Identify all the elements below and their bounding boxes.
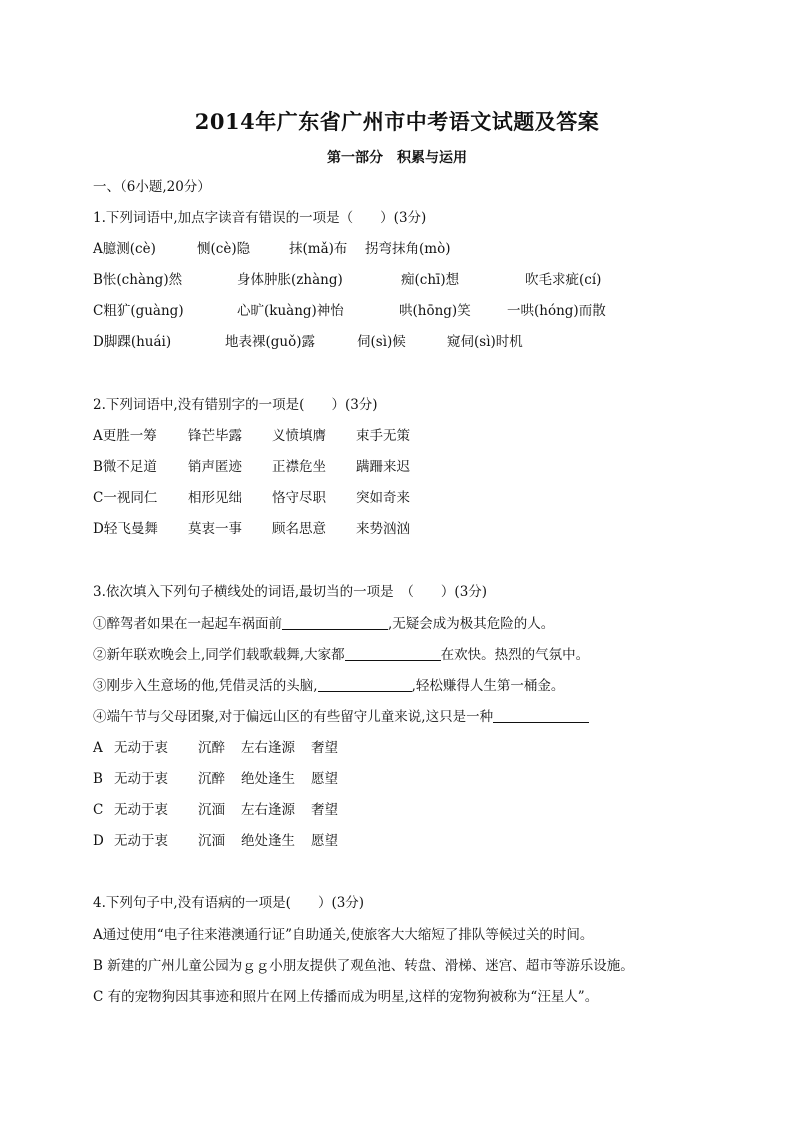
q3-sentence-4 (93, 708, 589, 726)
q2-option-b (93, 458, 410, 476)
option-cell: 奢望 (311, 740, 338, 756)
option-cell: 相形见绌 (188, 490, 242, 506)
option-cell: 无动于衷 (114, 771, 168, 787)
option-cell: 突如奇来 (356, 490, 410, 506)
option-letter: C (93, 802, 104, 818)
sentence-text: ,轻松赚得人生第一桶金。 (411, 678, 565, 694)
option-cell: 一哄(hóng)而散 (507, 303, 606, 319)
sentence-text: 在欢快。热烈的气氛中。 (440, 647, 590, 663)
fill-blank (282, 615, 388, 630)
option-cell: 窥伺(sì)时机 (447, 334, 523, 350)
q1-option-c (93, 302, 606, 320)
option-cell: 地表裸(guǒ)露 (225, 334, 315, 350)
option-cell: 恪守尽职 (272, 490, 326, 506)
option-letter: A (93, 740, 103, 756)
option-cell: 恻(cè)隐 (197, 241, 251, 257)
page-title: 2014年广东省广州市中考语文试题及答案 (194, 109, 600, 134)
q3-option-c (93, 801, 338, 819)
option-cell: 心旷(kuàng)神怡 (237, 303, 344, 319)
fill-blank (345, 646, 441, 661)
q3-option-b (93, 770, 338, 788)
q4-option-c: C 有的宠物狗因其事迹和照片在网上传播而成为明星,这样的宠物狗被称为“汪星人”。 (93, 989, 599, 1005)
q2-option-c (93, 489, 410, 507)
section-subtitle: 第一部分 积累与运用 (327, 150, 467, 166)
option-cell: 义愤填膺 (272, 428, 326, 444)
option-cell: 抹(mǎ)布 (289, 241, 348, 257)
option-cell: 正襟危坐 (272, 459, 326, 475)
option-cell: 拐弯抹角(mò) (365, 241, 451, 257)
q2-option-a (93, 427, 410, 445)
sentence-text: ③刚步入生意场的他,凭借灵活的头脑, (93, 678, 318, 694)
option-cell: A更胜一筹 (93, 428, 157, 444)
option-cell: 沉湎 (198, 802, 225, 818)
option-cell: B微不足道 (93, 459, 157, 475)
q1-option-d (93, 333, 523, 351)
q2-option-d (93, 520, 410, 538)
option-cell: 痴(chī)想 (401, 272, 460, 288)
q4-option-a: A通过使用“电子往来港澳通行证”自助通关,使旅客大大缩短了排队等候过关的时间。 (93, 927, 594, 943)
option-cell: B怅(chàng)然 (93, 272, 183, 288)
option-cell: 奢望 (311, 802, 338, 818)
option-cell: 左右逢源 (241, 802, 295, 818)
option-cell: C粗犷(guàng) (93, 303, 184, 319)
option-cell: 哄(hōng)笑 (399, 303, 471, 319)
option-cell: 蹒跚来迟 (356, 459, 410, 475)
option-cell: 无动于衷 (114, 802, 168, 818)
q3-sentence-2 (93, 646, 589, 664)
option-cell: 左右逢源 (241, 740, 295, 756)
option-cell: 无动于衷 (114, 833, 168, 849)
q3-option-a (93, 739, 338, 757)
sentence-text: ,无疑会成为极其危险的人。 (388, 616, 555, 632)
option-cell: D轻飞曼舞 (93, 521, 158, 537)
option-cell: 愿望 (311, 833, 338, 849)
sentence-text: ②新年联欢晚会上,同学们载歌载舞,大家都 (93, 647, 345, 663)
option-cell: C一视同仁 (93, 490, 158, 506)
q4-stem: 4.下列句子中,没有语病的一项是( ）(3分) (93, 895, 365, 911)
section-header: 一、（6小题,20分） (93, 179, 211, 195)
option-cell: D脚踝(huái) (93, 334, 172, 350)
option-cell: 愿望 (311, 771, 338, 787)
option-letter: D (93, 833, 104, 849)
option-cell: 销声匿迹 (188, 459, 242, 475)
q3-stem: 3.依次填入下列句子横线处的词语,最切当的一项是 （ ）(3分) (93, 584, 488, 600)
option-cell: 来势汹汹 (356, 521, 410, 537)
option-cell: 束手无策 (356, 428, 410, 444)
option-cell: A臆测(cè) (93, 241, 156, 257)
option-cell: 沉醉 (198, 771, 225, 787)
option-cell: 沉湎 (198, 833, 225, 849)
option-cell: 吹毛求疵(cí) (525, 272, 602, 288)
option-cell: 绝处逢生 (241, 833, 295, 849)
q1-option-a (93, 240, 450, 258)
option-cell: 顾名思意 (272, 521, 326, 537)
option-cell: 身体肿胀(zhàng) (237, 272, 343, 288)
option-cell: 绝处逢生 (241, 771, 295, 787)
option-cell: 伺(sì)候 (357, 334, 406, 350)
q1-option-b (93, 271, 601, 289)
fill-blank (493, 708, 589, 723)
option-cell: 莫衷一事 (188, 521, 242, 537)
q2-stem: 2.下列词语中,没有错别字的一项是( ）(3分) (93, 397, 378, 413)
q4-option-b: B 新建的广州儿童公园为ｇｇ小朋友提供了观鱼池、转盘、滑梯、迷宫、超市等游乐设施。 (93, 958, 634, 974)
option-letter: B (93, 771, 103, 787)
option-cell: 锋芒毕露 (188, 428, 242, 444)
option-cell: 沉醉 (198, 740, 225, 756)
q1-stem: 1.下列词语中,加点字读音有错误的一项是（ ）(3分) (93, 210, 427, 226)
sentence-text: ①醉驾者如果在一起起车祸面前 (93, 616, 282, 632)
q3-sentence-3 (93, 677, 564, 695)
q3-option-d (93, 832, 338, 850)
q3-sentence-1 (93, 615, 554, 633)
option-cell: 无动于衷 (114, 740, 168, 756)
sentence-text: ④端午节与父母团聚,对于偏远山区的有些留守儿童来说,这只是一种 (93, 709, 494, 725)
fill-blank (318, 677, 412, 692)
